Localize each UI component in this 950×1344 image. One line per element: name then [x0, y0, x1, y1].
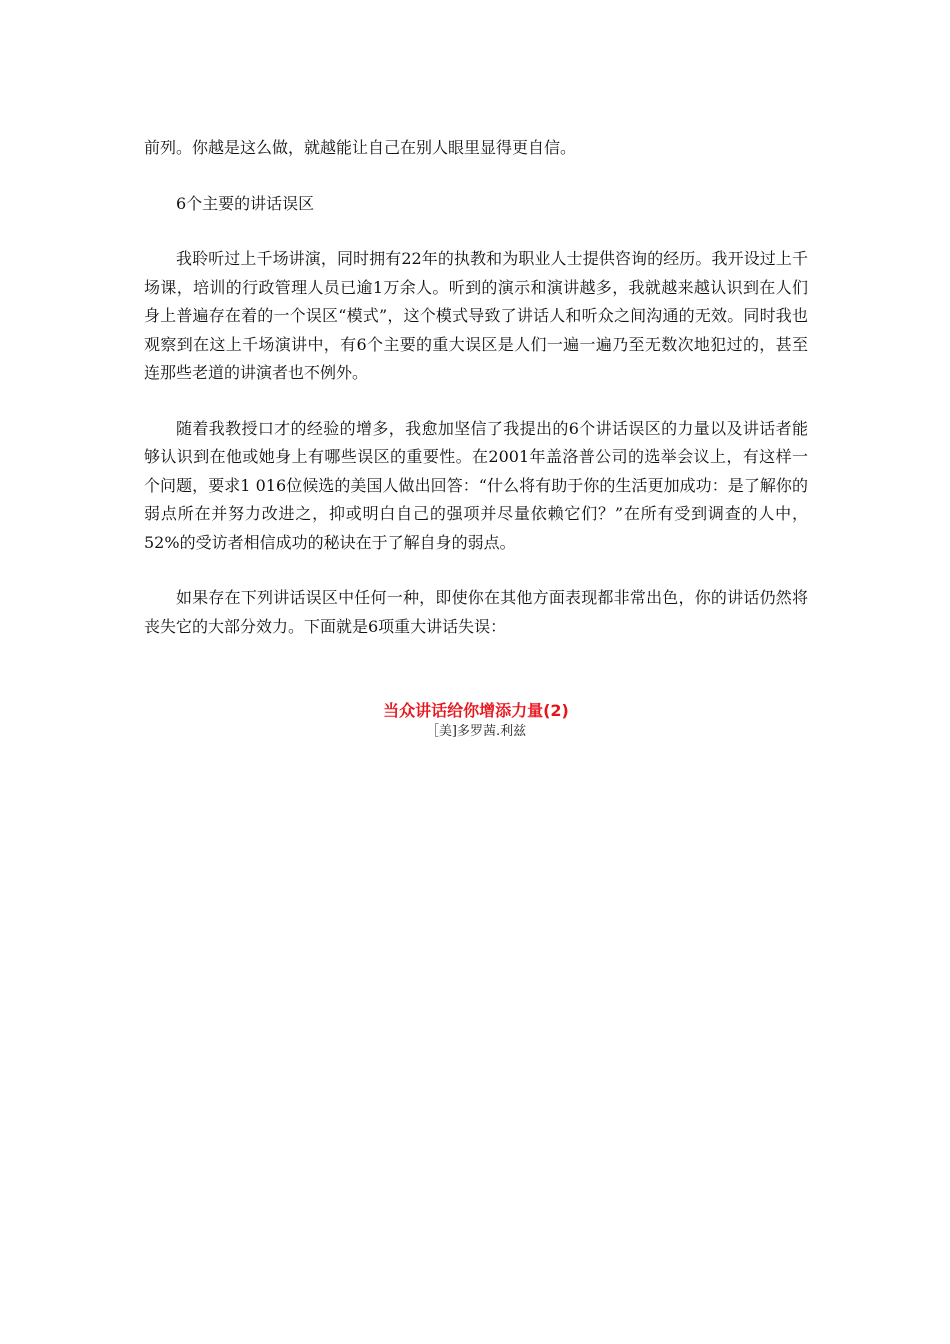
paragraph-continuation: 前列。你越是这么做，就越能让自己在别人眼里显得更自信。: [144, 138, 577, 157]
article-author: ［美]多罗茜.利兹: [425, 724, 527, 739]
paragraph: 我聆听过上千场讲演，同时拥有22年的执教和为职业人士提供咨询的经历。我开设过上千场课，培训的行政管理人员已逾1万余人。听到的演示和演讲越多，我就越来越认识到在人们身上普遍存在着的一个误区“模式”，这个模式导致了讲话人和听众之间沟通的无效。同时我也观察到在这上千场演讲中，有6个主要的重大误区是人们一遍一遍乃至无数次地犯过的，甚至连那些老道的讲演者也不例外。: [144, 249, 808, 382]
article-title: 当众讲话给你增添力量(2): [383, 701, 569, 720]
paragraph: 随着我教授口才的经验的增多，我愈加坚信了我提出的6个讲话误区的力量以及讲话者能够认识到在他或她身上有哪些误区的重要性。在2001年盖洛普公司的选举会议上，有这样一个问题，要求1 016位候选的美国人做出回答：“什么将有助于你的生活更加成功：是了解你的弱点所在并努力改进之，抑或明白自己的强项并尽量依赖它们？”在所有受到调查的人中，52%的受访者相信成功的秘诀在于了解自身的弱点。: [144, 418, 808, 552]
section-heading: 6个主要的讲话误区: [176, 193, 315, 213]
article-title-block: [144, 700, 808, 742]
paragraph: 如果存在下列讲话误区中任何一种，即使你在其他方面表现都非常出色，你的讲话仍然将丧失它的大部分效力。下面就是6项重大讲话失误：: [144, 588, 808, 636]
document-body: [144, 134, 808, 668]
